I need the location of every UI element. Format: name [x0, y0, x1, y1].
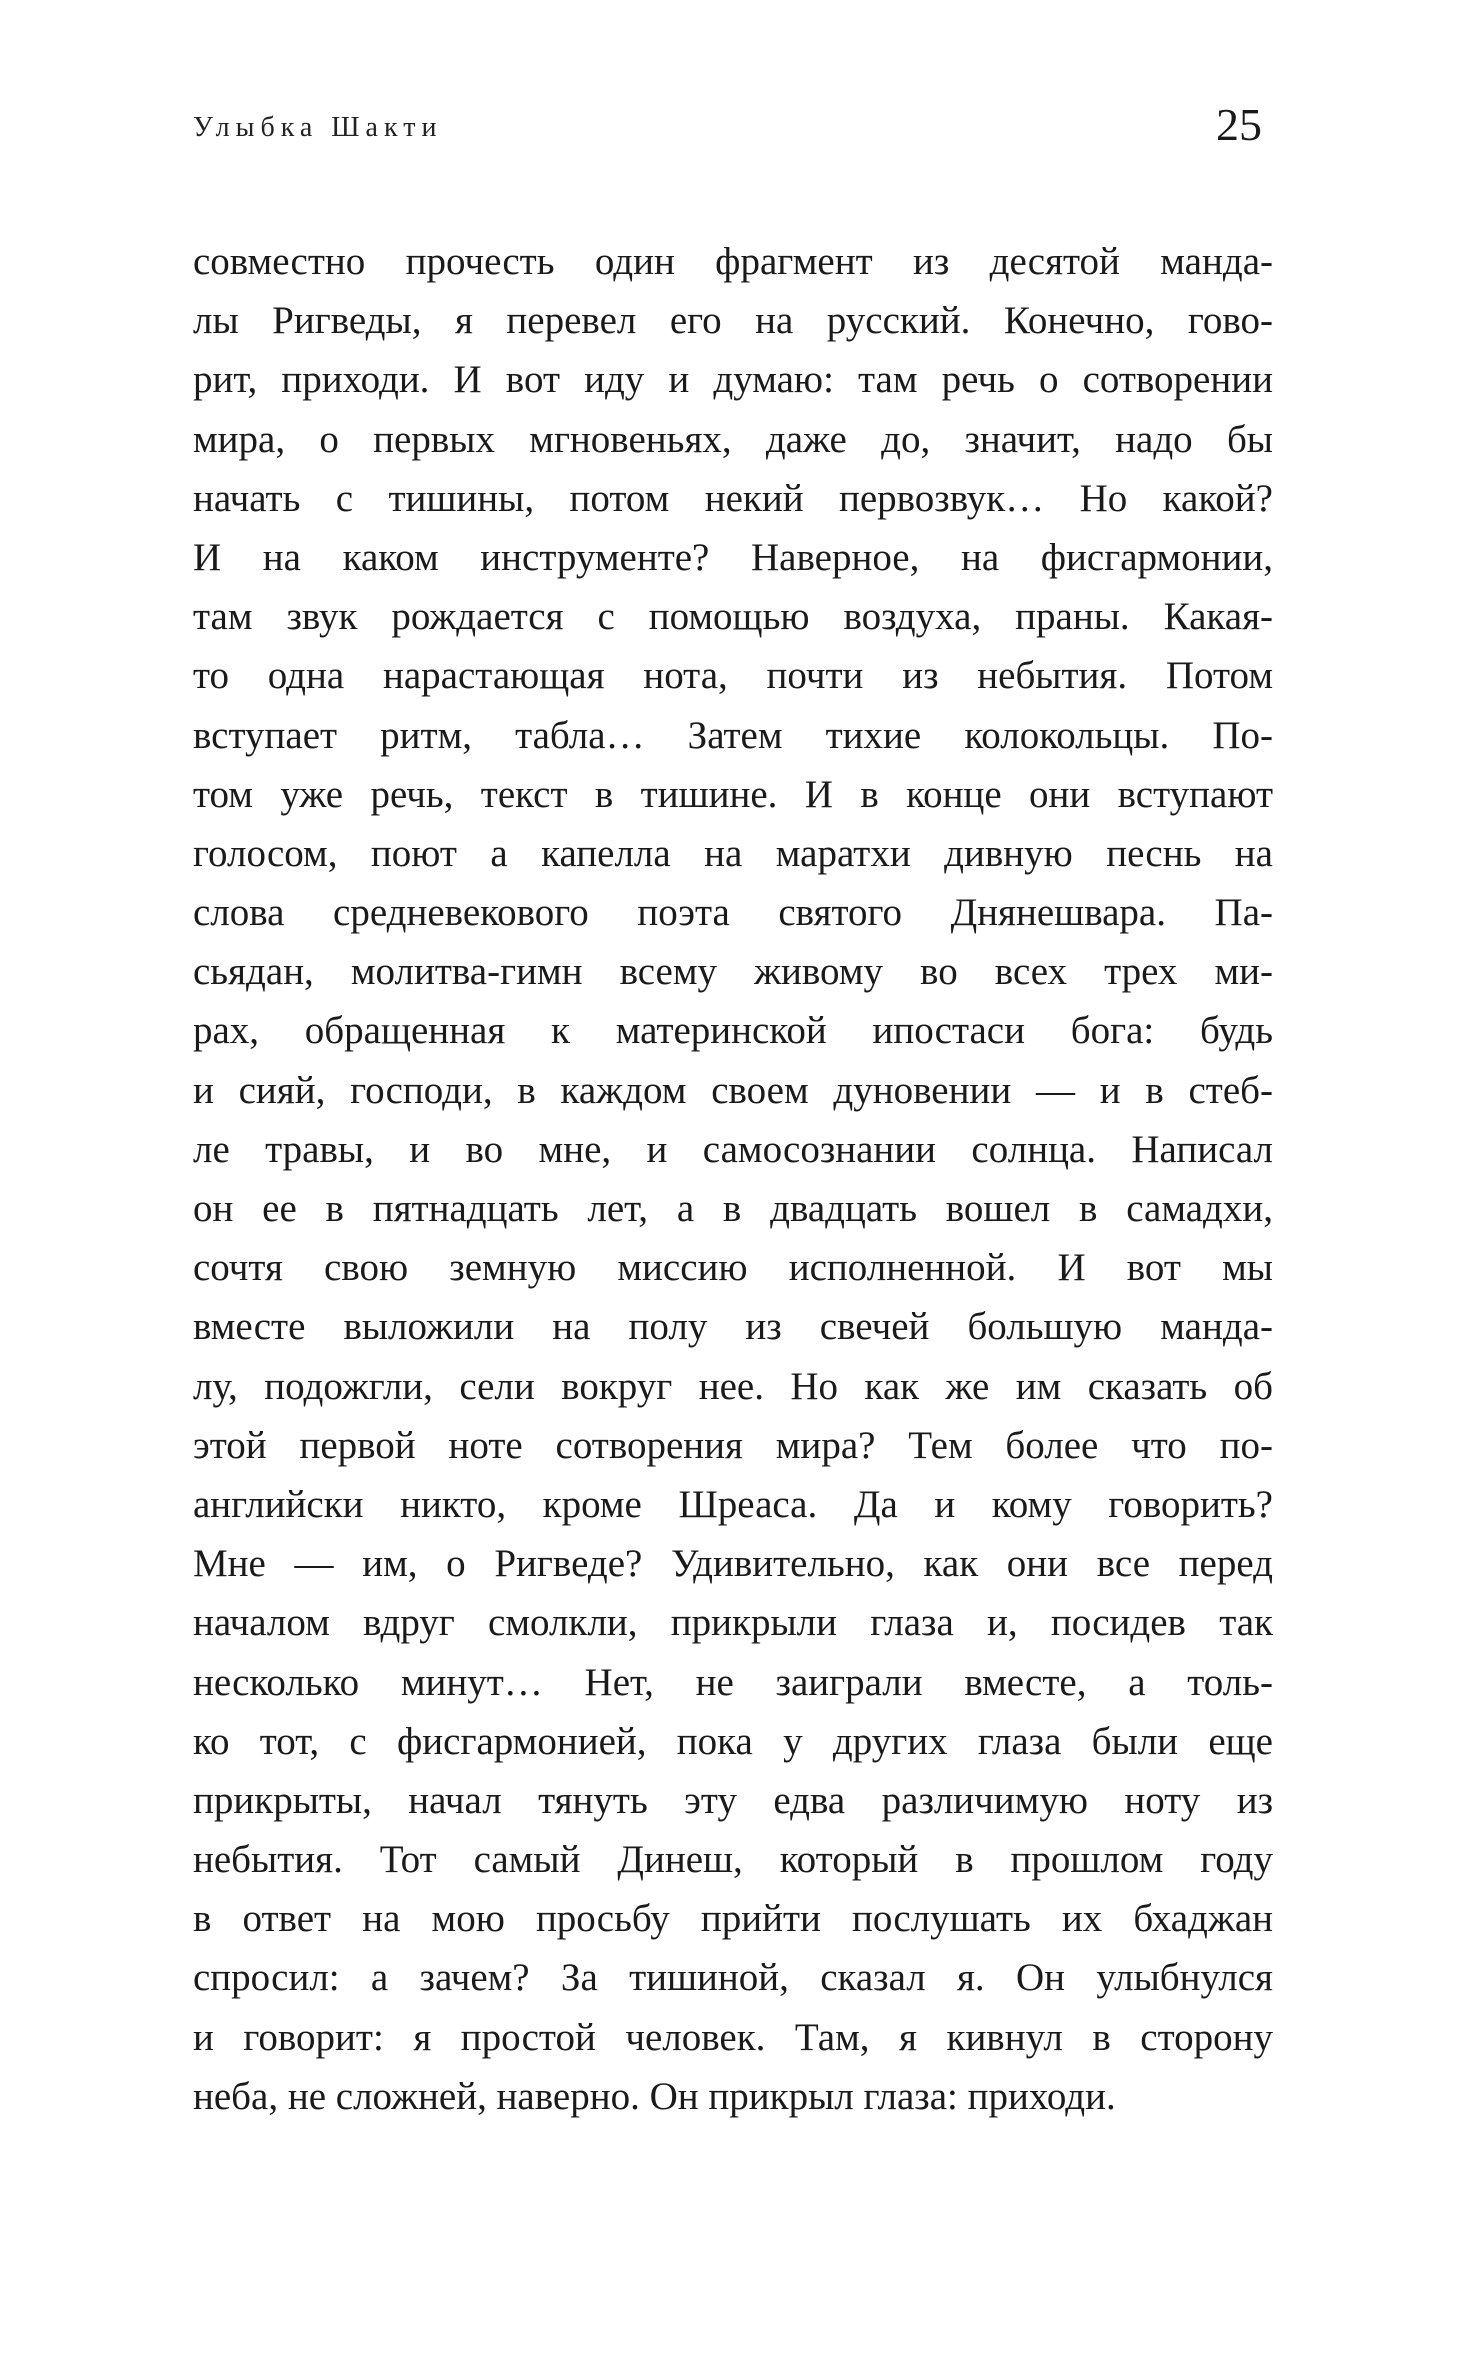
text-line: ко тот, с фисгармонией, пока у других глаза были еще	[193, 1719, 1273, 1763]
text-line: и говорит: я простой человек. Там, я кивнул в сторону	[193, 2015, 1273, 2059]
text-line: сьядан, молитва-гимн всему живому во всех трех ми-	[193, 950, 1273, 994]
text-line: началом вдруг смолкли, прикрыли глаза и, посидев так	[193, 1601, 1273, 1645]
text-line: слова средневекового поэта святого Днянешвара. Па-	[193, 891, 1273, 935]
text-line: Мне — им, о Ригведе? Удивительно, как они все перед	[193, 1542, 1273, 1586]
text-line: то одна нарастающая нота, почти из небытия. Потом	[193, 654, 1273, 698]
text-line: этой первой ноте сотворения мира? Тем более что по-	[193, 1423, 1273, 1467]
text-line: спросил: а зачем? За тишиной, сказал я. Он улыбнулся	[193, 1956, 1273, 2000]
text-line: вместе выложили на полу из свечей большую манда-	[193, 1305, 1273, 1349]
text-line: начать с тишины, потом некий первозвук… Но какой?	[193, 476, 1273, 520]
running-head-title: Улыбка Шакти	[193, 112, 443, 143]
page-number: 25	[1216, 99, 1262, 150]
text-line: английски никто, кроме Шреаса. Да и кому говорить?	[193, 1482, 1273, 1526]
text-line: прикрыты, начал тянуть эту едва различимую ноту из	[193, 1778, 1273, 1822]
text-line: вступает ритм, табла… Затем тихие колокольцы. По-	[193, 713, 1273, 757]
body-text	[193, 232, 1273, 2126]
text-line: несколько минут… Нет, не заиграли вместе, а толь-	[193, 1660, 1273, 1704]
text-line: ле травы, и во мне, и самосознании солнца. Написал	[193, 1127, 1273, 1171]
text-line: лу, подожгли, сели вокруг нее. Но как же им сказать об	[193, 1364, 1273, 1408]
text-line: неба, не сложней, наверно. Он прикрыл глаза: приходи.	[193, 2074, 1116, 2118]
text-line: И на каком инструменте? Наверное, на фисгармонии,	[193, 535, 1273, 579]
text-line: и сияй, господи, в каждом своем дуновении — и в стеб-	[193, 1068, 1273, 1112]
text-line: там звук рождается с помощью воздуха, праны. Какая-	[193, 595, 1273, 639]
text-line: мира, о первых мгновеньях, даже до, значит, надо бы	[193, 417, 1273, 461]
text-line: он ее в пятнадцать лет, а в двадцать вошел в самадхи,	[193, 1187, 1273, 1230]
text-line: в ответ на мою просьбу прийти послушать их бхаджан	[193, 1897, 1273, 1941]
text-line: голосом, поют а капелла на маратхи дивную песнь на	[193, 831, 1273, 875]
text-line: лы Ригведы, я перевел его на русский. Конечно, гово-	[193, 299, 1273, 343]
text-line: сочтя свою земную миссию исполненной. И вот мы	[193, 1246, 1273, 1290]
text-line: рах, обращенная к материнской ипостаси бога: будь	[193, 1009, 1273, 1053]
text-line: том уже речь, текст в тишине. И в конце они вступают	[193, 772, 1273, 816]
text-line: небытия. Тот самый Динеш, который в прошлом году	[193, 1838, 1273, 1882]
text-line: рит, приходи. И вот иду и думаю: там речь о сотворении	[193, 358, 1273, 402]
text-line: совместно прочесть один фрагмент из десятой манда-	[193, 240, 1273, 283]
